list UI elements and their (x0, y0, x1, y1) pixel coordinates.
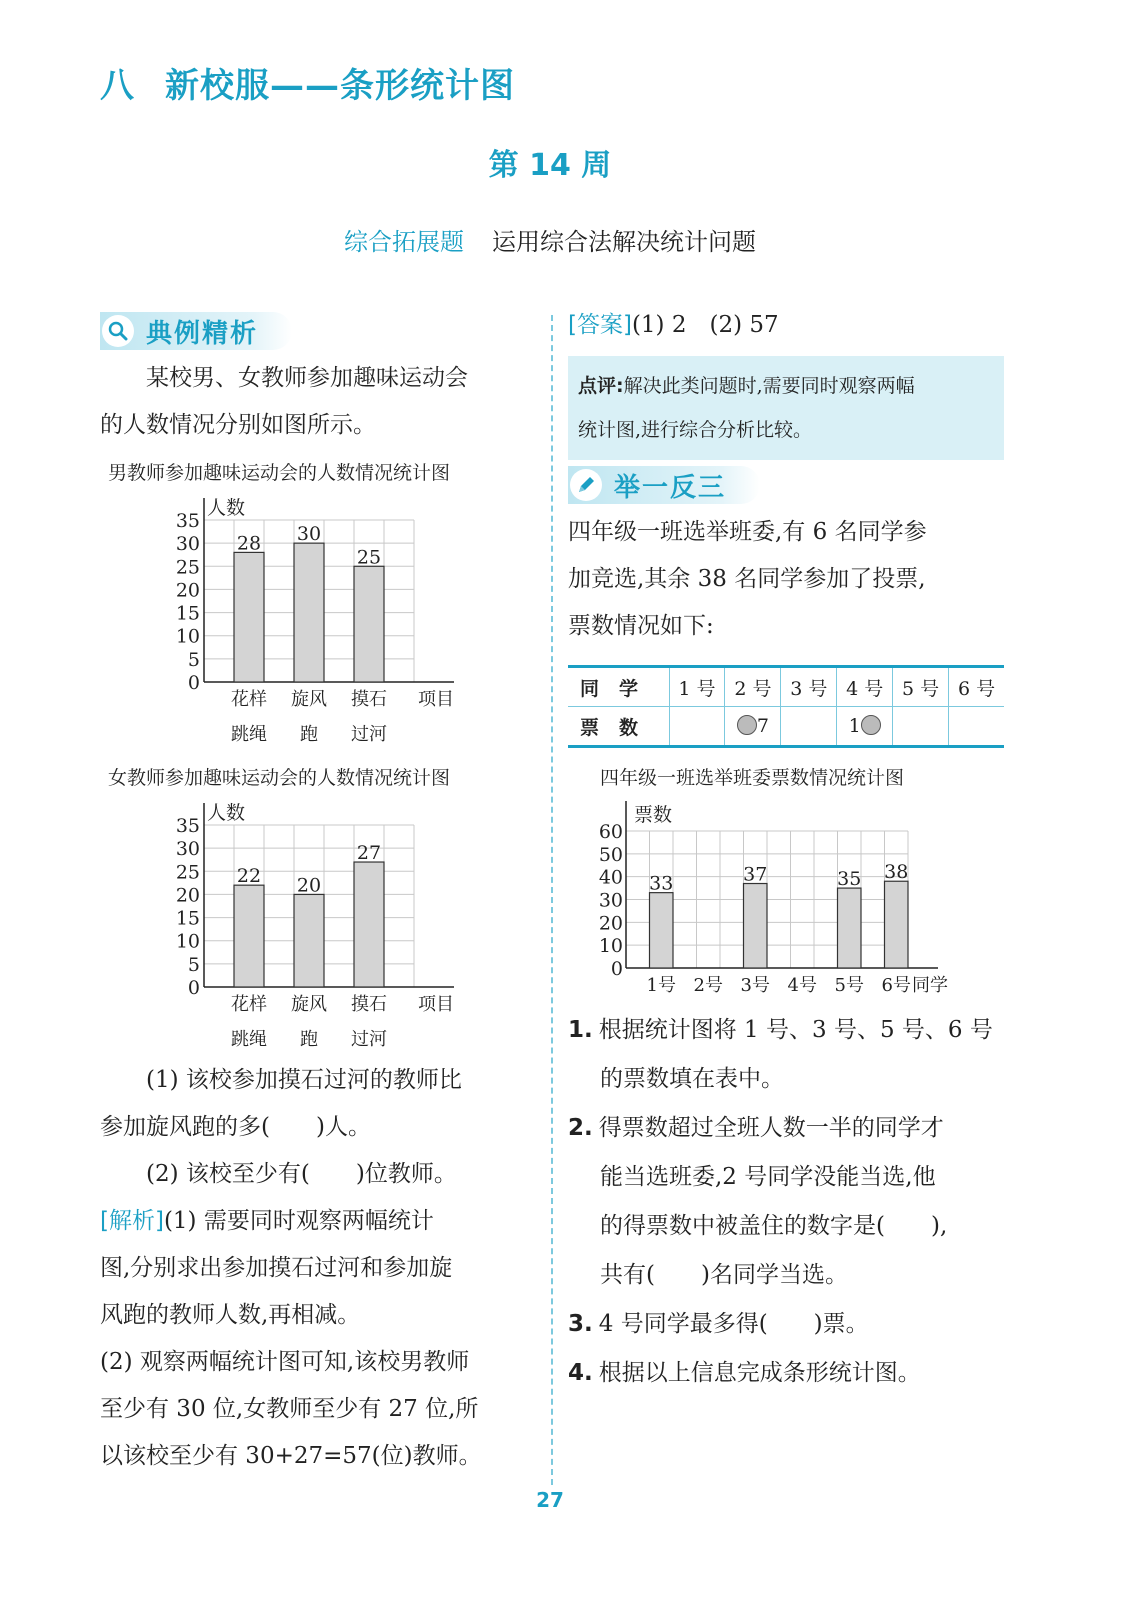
votes-cell-3[interactable] (781, 707, 837, 747)
comment-box: 点评:解决此类问题时,需要同时观察两幅 统计图,进行综合分析比较。 (568, 356, 1004, 460)
x-tick-label: 4号 (787, 975, 817, 996)
female-teachers-bar-chart (150, 795, 480, 1060)
bar (838, 888, 862, 968)
x-axis-label: 项目 (418, 689, 454, 710)
analysis-line4: (2) 观察两幅统计图可知,该校男教师 (100, 1349, 470, 1375)
y-tick-label: 25 (175, 556, 200, 579)
table-student-1: 1 号 (669, 667, 725, 707)
subtitle-tag: 综合拓展题 (344, 228, 464, 256)
bar (744, 884, 768, 968)
table-student-4: 4 号 (837, 667, 893, 707)
y-tick-label: 25 (175, 861, 200, 884)
example-q1-line2: 参加旋风跑的多( )人。 (100, 1114, 371, 1140)
practice-q4: 4. 根据以上信息完成条形统计图。 (568, 1360, 921, 1386)
y-tick-label: 15 (175, 602, 200, 625)
y-tick-label: 35 (175, 815, 200, 837)
y-tick-label: 15 (175, 907, 200, 930)
x-tick-label: 跑 (300, 724, 318, 745)
x-tick-label: 跳绳 (231, 1029, 267, 1050)
bar-value-label: 30 (296, 523, 322, 546)
x-tick-label: 2号 (693, 975, 723, 996)
y-tick-label: 0 (187, 672, 200, 694)
y-axis-label: 票数 (634, 804, 673, 826)
table-student-3: 3 号 (781, 667, 837, 707)
table-header-student: 同学 (568, 667, 669, 707)
y-tick-label: 10 (598, 935, 623, 958)
bar (885, 881, 909, 968)
votes-cell-1[interactable] (669, 707, 725, 747)
y-axis-label: 人数 (207, 802, 246, 824)
y-tick-label: 35 (175, 510, 200, 532)
practice-q1: 1. 根据统计图将 1 号、3 号、5 号、6 号 (568, 1017, 993, 1043)
comment-label: 点评: (578, 375, 624, 397)
x-tick-label: 旋风 (291, 994, 327, 1015)
x-tick-label: 摸石 (351, 994, 387, 1015)
y-tick-label: 30 (598, 889, 623, 912)
bar (650, 893, 674, 968)
bar (294, 894, 324, 987)
answer-line (568, 302, 1008, 349)
example-q1-line1: (1) 该校参加摸石过河的教师比 (146, 1067, 462, 1093)
x-tick-label: 1号 (646, 975, 676, 996)
bar-value-label: 38 (884, 861, 909, 884)
y-tick-label: 5 (187, 648, 200, 671)
y-axis-label: 人数 (207, 497, 246, 519)
x-axis-label: 同学 (912, 975, 948, 996)
bar (354, 862, 384, 987)
chapter-title: 八 新校服——条形统计图 (100, 66, 515, 106)
votes-bar-chart (590, 797, 990, 1002)
y-tick-label: 60 (598, 821, 623, 843)
bar-value-label: 37 (743, 863, 768, 886)
bar-value-label: 25 (356, 546, 382, 569)
x-tick-label: 5号 (834, 975, 864, 996)
answer-tag: [答案] (568, 312, 632, 338)
y-tick-label: 30 (175, 838, 200, 861)
x-tick-label: 旋风 (291, 689, 327, 710)
table-student-5: 5 号 (893, 667, 949, 707)
analysis-tag: [解析] (100, 1208, 164, 1234)
x-tick-label: 6号 (881, 975, 911, 996)
section-subtitle (0, 222, 1100, 257)
analysis-line2: 图,分别求出参加摸石过河和参加旋 (100, 1255, 453, 1281)
y-tick-label: 40 (598, 866, 623, 889)
bar (234, 552, 264, 682)
votes-chart-title: 四年级一班选举班委票数情况统计图 (600, 767, 905, 789)
analysis-line1: [解析](1) 需要同时观察两幅统计 (100, 1208, 434, 1234)
covered-digit-mark (737, 715, 757, 735)
x-axis-label: 项目 (418, 994, 454, 1015)
y-tick-label: 10 (175, 930, 200, 953)
page-number: 27 (536, 1488, 564, 1512)
y-tick-label: 50 (598, 843, 623, 866)
example-q2: (2) 该校至少有( )位教师。 (146, 1161, 457, 1187)
subtitle-topic: 运用综合法解决统计问题 (492, 228, 756, 256)
y-tick-label: 5 (187, 953, 200, 976)
x-tick-label: 跳绳 (231, 724, 267, 745)
x-tick-label: 摸石 (351, 689, 387, 710)
y-tick-label: 10 (175, 625, 200, 648)
x-tick-label: 花样 (231, 689, 267, 710)
x-tick-label: 过河 (351, 1029, 387, 1050)
female-chart-title: 女教师参加趣味运动会的人数情况统计图 (108, 767, 451, 789)
table-student-2: 2 号 (725, 667, 781, 707)
covered-digit-mark (861, 715, 881, 735)
bar-value-label: 35 (837, 868, 862, 891)
y-tick-label: 20 (598, 912, 623, 935)
votes-cell-4: 1 (837, 707, 893, 747)
bar-value-label: 27 (356, 842, 382, 865)
table-header-votes: 票数 (568, 707, 669, 747)
votes-cell-6[interactable] (949, 707, 1004, 747)
bar-value-label: 28 (236, 532, 262, 555)
analysis-line5: 至少有 30 位,女教师至少有 27 位,所 (100, 1396, 479, 1422)
practice-q2: 2. 得票数超过全班人数一半的同学才 (568, 1115, 944, 1141)
male-teachers-bar-chart (150, 490, 480, 755)
male-chart-title: 男教师参加趣味运动会的人数情况统计图 (108, 462, 451, 484)
votes-cell-5[interactable] (893, 707, 949, 747)
analysis-line3: 风跑的教师人数,再相减。 (100, 1302, 361, 1328)
votes-cell-2: 7 (725, 707, 781, 747)
example-questions (100, 1057, 540, 1480)
bar-value-label: 33 (649, 872, 674, 895)
bar-value-label: 20 (296, 874, 322, 897)
y-tick-label: 0 (187, 977, 200, 999)
practice-intro: 四年级一班选举班委,有 6 名同学参 加竞选,其余 38 名同学参加了投票, 票数情况如下: (568, 519, 927, 639)
practice-questions: 1. 根据统计图将 1 号、3 号、5 号、6 号 的票数填在表中。 2. 得票数超过全班人数一半的同学才 能当选班委,2 号同学没能当选,他 的得票数中被盖住的数字是( ), 共有( )名同学当选。 3. 4 号同学最多得( )票。 4. 根据以上信息完成条形统计图。 (568, 1006, 1008, 1398)
x-tick-label: 花样 (231, 994, 267, 1015)
bar (234, 885, 264, 987)
y-tick-label: 30 (175, 533, 200, 556)
bar-value-label: 22 (236, 865, 262, 888)
week-title: 第 14 周 (488, 148, 612, 183)
example-intro: 某校男、女教师参加趣味运动会 的人数情况分别如图所示。 (100, 365, 468, 438)
bar (354, 566, 384, 682)
x-tick-label: 过河 (351, 724, 387, 745)
practice-q3: 3. 4 号同学最多得( )票。 (568, 1311, 869, 1337)
magnifier-icon (102, 315, 134, 347)
pencil-icon (570, 469, 602, 501)
x-tick-label: 跑 (300, 1029, 318, 1050)
column-divider (551, 315, 553, 1485)
analysis-line6: 以该校至少有 30+27=57(位)教师。 (100, 1443, 482, 1469)
practice-heading: 举一反三 (568, 466, 760, 504)
y-tick-label: 0 (610, 958, 623, 980)
table-student-6: 6 号 (949, 667, 1004, 707)
x-tick-label: 3号 (740, 975, 770, 996)
votes-table (568, 665, 1004, 748)
bar (294, 543, 324, 682)
y-tick-label: 20 (175, 884, 200, 907)
example-heading: 典例精析 (100, 312, 292, 350)
y-tick-label: 20 (175, 579, 200, 602)
answer-text: (1) 2 (2) 57 (631, 312, 779, 338)
